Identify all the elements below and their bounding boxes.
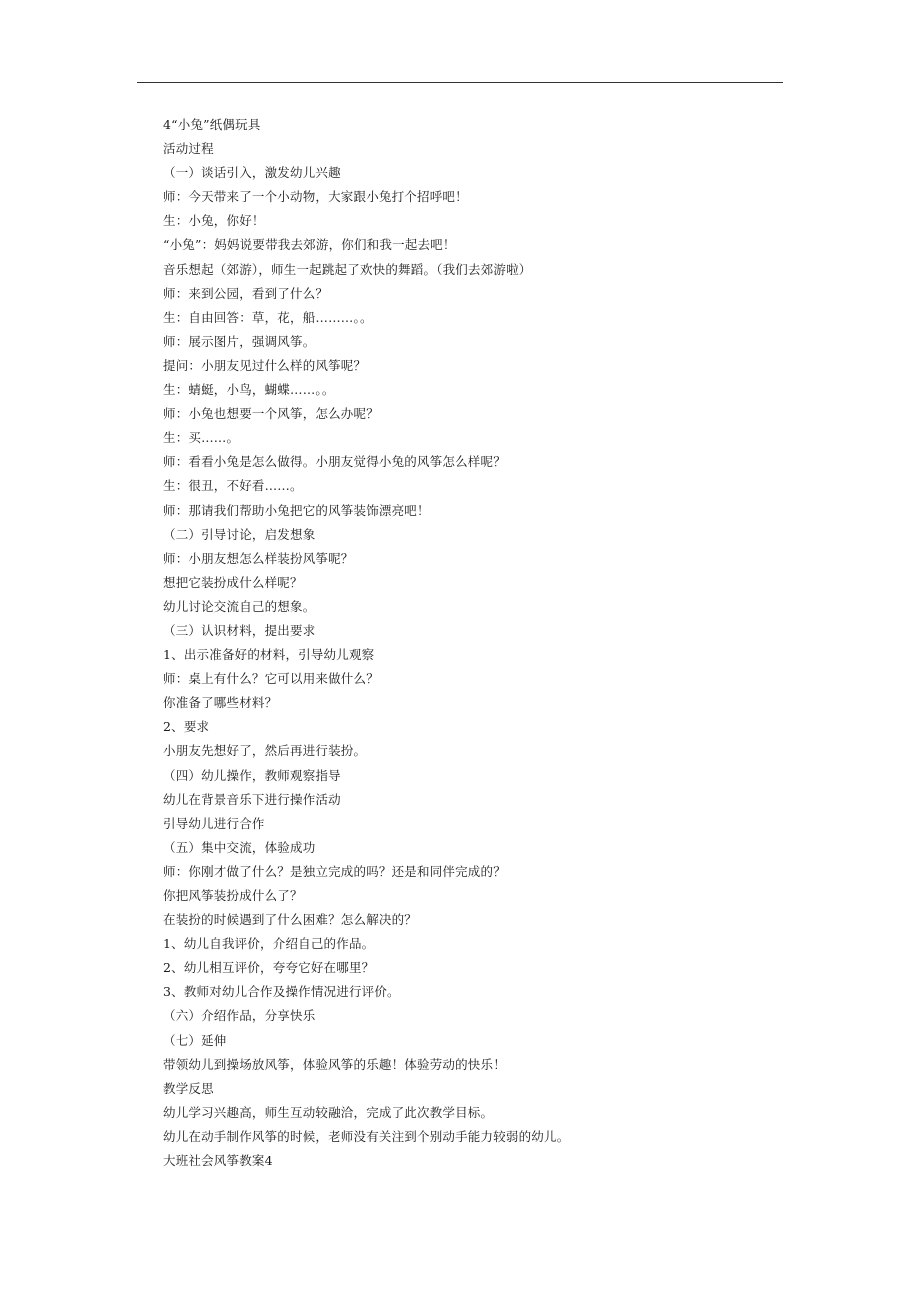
text-line: 2、要求 [163,719,210,735]
text-line: 幼儿在背景音乐下进行操作活动 [163,791,341,807]
text-line: （一）谈话引入，激发幼儿兴趣 [163,165,341,181]
text-line: （四）幼儿操作，教师观察指导 [163,767,341,783]
text-line: 幼儿学习兴趣高，师生互动较融洽，完成了此次教学目标。 [163,1104,494,1120]
text-line: 师：来到公园，看到了什么？ [163,285,329,301]
text-line: 师：桌上有什么？它可以用来做什么？ [163,671,379,687]
text-line: 2、幼儿相互评价，夸夸它好在哪里？ [163,960,375,976]
text-line: 提问：小朋友见过什么样的风筝呢？ [163,357,367,373]
text-line: 3、教师对幼儿合作及操作情况进行评价。 [163,984,400,1000]
text-line: 生：自由回答：草，花，船………。。 [163,309,373,325]
text-line: 你准备了哪些材料？ [163,695,278,711]
header-rule [137,82,783,83]
text-line: 1、幼儿自我评价，介绍自己的作品。 [163,936,375,952]
text-line: 活动过程 [163,141,214,157]
text-line: 师：你刚才做了什么？是独立完成的吗？还是和同伴完成的？ [163,863,506,879]
text-line: 小朋友先想好了，然后再进行装扮。 [163,743,367,759]
text-line: 教学反思 [163,1080,214,1096]
text-line: 4“小兔”纸偶玩具 [163,117,261,132]
text-line: “小兔”：妈妈说要带我去郊游，你们和我一起去吧！ [163,237,456,253]
text-line: 幼儿在动手制作风筝的时候，老师没有关注到个别动手能力较弱的幼儿。 [163,1128,570,1144]
text-line: 生：蜻蜓，小鸟，蝴蝶……。。 [163,382,335,398]
text-line: 音乐想起（郊游），师生一起跳起了欢快的舞蹈。（我们去郊游啦） [163,261,532,277]
text-line: 想把它装扮成什么样呢？ [163,574,303,590]
text-line: 带领幼儿到操场放风筝，体验风筝的乐趣！体验劳动的快乐！ [163,1056,506,1072]
text-line: 幼儿讨论交流自己的想象。 [163,598,316,614]
text-line: 在装扮的时候遇到了什么困难？怎么解决的？ [163,912,418,928]
text-line: （三）认识材料，提出要求 [163,622,316,638]
text-line: 1、出示准备好的材料，引导幼儿观察 [163,647,375,663]
text-line: 生：很丑，不好看……。 [163,478,303,494]
text-line: 生：小兔，你好！ [163,213,265,229]
text-line: 师：那请我们帮助小兔把它的风筝装饰漂亮吧！ [163,502,430,518]
text-line: （五）集中交流，体验成功 [163,839,316,855]
text-line: 师：看看小兔是怎么做得。小朋友觉得小兔的风筝怎么样呢？ [163,454,506,470]
text-line: 师：小朋友想怎么样装扮风筝呢？ [163,550,354,566]
text-line: 师：小兔也想要一个风筝，怎么办呢？ [163,406,379,422]
text-line: 引导幼儿进行合作 [163,815,265,831]
text-line: 师：今天带来了一个小动物，大家跟小兔打个招呼吧！ [163,189,468,205]
document-body [163,113,803,1173]
text-line: 生：买……。 [163,430,240,446]
text-line: （七）延伸 [163,1032,227,1048]
text-line: （二）引导讨论，启发想象 [163,526,316,542]
text-line: 你把风筝装扮成什么了？ [163,888,303,903]
text-line: （六）介绍作品，分享快乐 [163,1008,316,1024]
text-line: 师：展示图片，强调风筝。 [163,333,316,349]
text-line: 大班社会风筝教案4 [163,1153,273,1169]
